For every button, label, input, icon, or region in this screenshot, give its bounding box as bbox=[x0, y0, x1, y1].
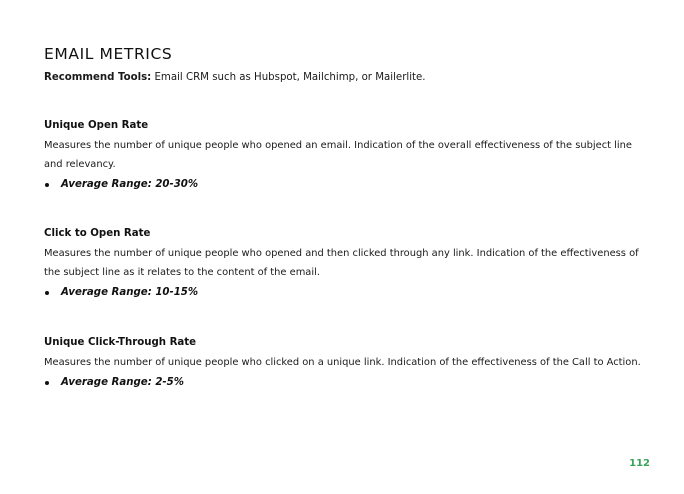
metric-title: Unique Click-Through Rate bbox=[44, 337, 197, 348]
metric-range bbox=[44, 178, 644, 192]
metric-description: Measures the number of unique people who opened and then clicked through any link. Indication of the effectiveness of the subject line as it relates to the content of the email. bbox=[44, 248, 639, 278]
metric-unique-open-rate bbox=[44, 119, 644, 192]
recommended-tools-label: Recommend Tools: bbox=[44, 72, 152, 83]
metric-title: Click to Open Rate bbox=[44, 228, 151, 239]
page-content bbox=[44, 44, 644, 388]
bullet-icon bbox=[45, 381, 49, 385]
recommended-tools bbox=[44, 71, 644, 85]
bullet-icon bbox=[45, 183, 49, 187]
page-title: EMAIL METRICS bbox=[44, 45, 173, 63]
recommended-tools-text: Email CRM such as Hubspot, Mailchimp, or Mailerlite. bbox=[151, 72, 426, 83]
metric-click-to-open-rate bbox=[44, 227, 644, 300]
metric-unique-click-through-rate bbox=[44, 336, 644, 390]
metric-range-text: Average Range: 10-15% bbox=[61, 287, 199, 298]
metric-range-text: Average Range: 20-30% bbox=[61, 179, 199, 190]
metric-range-text: Average Range: 2-5% bbox=[61, 377, 184, 388]
page-number: 112 bbox=[629, 458, 650, 469]
metric-description: Measures the number of unique people who opened an email. Indication of the overall effectiveness of the subject line and relevancy. bbox=[44, 140, 633, 170]
metric-range bbox=[44, 376, 644, 390]
bullet-icon bbox=[45, 291, 49, 295]
metric-title: Unique Open Rate bbox=[44, 120, 149, 131]
metric-range bbox=[44, 286, 644, 300]
metric-description: Measures the number of unique people who clicked on a unique link. Indication of the effectiveness of the Call to Action. bbox=[44, 357, 641, 368]
